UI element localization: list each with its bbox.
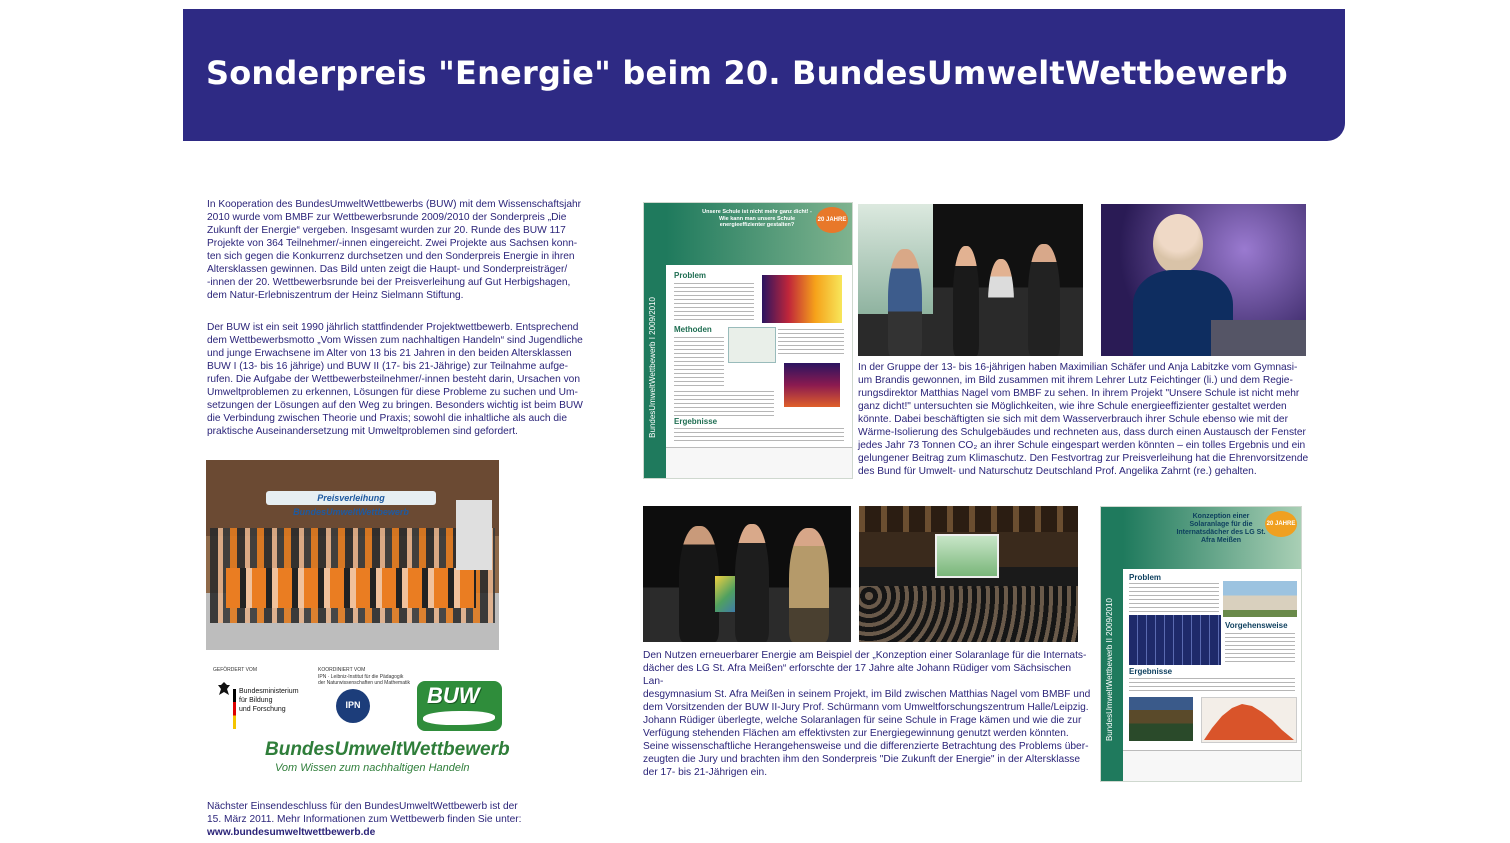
text-line: ten sich gegen die Konkurrenz durchsetzen und den Sonderpreis Energie in ihren (207, 251, 575, 262)
poster-text-block (1129, 678, 1295, 692)
caption-top (858, 361, 1313, 478)
thermal-image (762, 275, 842, 323)
poster-text-block (778, 329, 844, 357)
poster-text-block (674, 337, 724, 387)
intro-paragraph-1 (207, 198, 587, 302)
text-line: Umweltproblemen zu erkennen, Lösungen für diese Probleme zu suchen und Um- (207, 387, 578, 398)
eagle-icon (217, 681, 231, 697)
bmbf-text (239, 687, 299, 714)
poster-buw-2 (1100, 506, 1302, 782)
photo-thumbnail (1129, 697, 1193, 741)
poster-footer (1123, 750, 1301, 781)
text-line: Projekte von 364 Teilnehmer/-innen eingereicht. Zwei Projekte aus Sachsen konn- (207, 238, 578, 249)
poster-footer (666, 447, 852, 478)
text-line: die Verbindung zwischen Theorie und Praxis; sowohl die inhaltliche als auch die (207, 413, 567, 424)
ipn-mark-label: IPN (345, 700, 361, 710)
lectern (1211, 320, 1306, 356)
text-line: jedes Jahr 73 Tonnen CO₂ an ihrer Schule eingespart werden könnten – ein tolles Ergebnis und ein (858, 440, 1306, 451)
ipn-text (318, 674, 410, 686)
bmbf-line: für Bildung (239, 697, 273, 704)
text-line: Altersklassen gewinnen. Das Bild unten zeigt die Haupt- und Sonderpreisträger/ (207, 264, 568, 275)
poster-text-block (1225, 633, 1295, 665)
poster-section-heading: Ergebnisse (674, 417, 718, 426)
solar-panel-image (1129, 615, 1221, 665)
text-line: Den Nutzen erneuerbarer Energie am Beispiel der „Konzeption einer Solaranlage für die Internats- (643, 650, 1087, 661)
title-banner (183, 9, 1345, 141)
text-line: dem Natur-Erlebniszentrum der Heinz Sielmann Stiftung. (207, 290, 464, 301)
ipn-caption: KOORDINIERT VOM (318, 667, 366, 673)
text-line: BUW I (13- bis 16 jährige) und BUW II (17- bis 21-Jährige) zur Teilnahme aufge- (207, 361, 569, 372)
poster-sidebar (644, 203, 666, 478)
text-line: um Brandis gewonnen, im Bild zusammen mit ihrem Lehrer Lutz Feichtinger (li.) und dem Regie- (858, 375, 1293, 386)
text-line: Johann Rüdiger überlegte, welche Solaranlagen für seine Schule in Frage kämen und wie die zur (643, 715, 1082, 726)
text-line: Seine wissenschaftliche Herangehensweise und die differenzierte Betrachtung des Problems über- (643, 741, 1089, 752)
anniversary-badge: 20 JAHRE (1265, 511, 1297, 537)
chart-image (728, 327, 776, 363)
thermal-image (784, 363, 840, 407)
text-line: praktische Auseinandersetzung mit Umweltproblemen sind gefordert. (207, 426, 518, 437)
ipn-line: der Naturwissenschaften und Mathematik (318, 680, 410, 686)
poster-section-heading: Problem (674, 271, 707, 280)
buw-name: BundesUmweltWettbewerb (265, 739, 510, 760)
footer-note (207, 800, 547, 839)
text-line: zeugten die Jury und brachten ihm den Sonderpreis "Die Zukunft der Energie" in der Altersklasse (643, 754, 1081, 765)
person (888, 249, 922, 356)
speaker-head (1153, 214, 1203, 274)
poster-section-heading: Problem (1129, 573, 1162, 582)
text-line: dächer des LG St. Afra Meißen“ erforschte der 17 Jahre alte Johann Rüdiger vom Sächsischen Lan- (643, 663, 1072, 687)
text-line: Der BUW ist ein seit 1990 jährlich stattfindender Projektwettbewerb. Entsprechend (207, 322, 579, 333)
poster-title: Unsere Schule ist nicht mehr ganz dicht! - Wie kann man unsere Schule energieeffizienter gestalten? (702, 209, 812, 228)
award-photo-1 (858, 204, 1083, 356)
poster-text-block (674, 391, 774, 417)
buw-mark: BUW (427, 683, 480, 708)
bmbf-logo (207, 667, 317, 747)
flag-icon (233, 689, 236, 729)
text-line: dem Wettbewerbsmotto „Vom Wissen zum nachhaltigen Handeln“ sind Jugendliche (207, 335, 583, 346)
text-line: setzungen der Lösungen auf den Weg zu bringen. Besonders wichtig ist beim BUW (207, 400, 583, 411)
caption-bottom (643, 649, 1093, 779)
ipn-logo (318, 667, 418, 747)
roof-beams (859, 506, 1078, 532)
ipn-line: IPN · Leibniz-Institut für die Pädagogik (318, 674, 404, 680)
text-line: In Kooperation des BundesUmweltWettbewerbs (BUW) mit dem Wissenschaftsjahr (207, 199, 582, 210)
poster-title: Konzeption einer Solaranlage für die Internatsdächer des LG St. Afra Meißen (1176, 513, 1266, 544)
poster-text-block (674, 283, 754, 323)
text-line: 2010 wurde vom BMBF zur Wettbewerbsrunde 2009/2010 der Sonderpreis „Die (207, 212, 567, 223)
text-line: 15. März 2011. Mehr Informationen zum Wettbewerb finden Sie unter: (207, 814, 522, 825)
audience (859, 586, 1078, 642)
person (735, 524, 769, 642)
bmbf-caption: GEFÖRDERT VOM (213, 667, 257, 673)
text-line: rungsdirektor Matthias Nagel vom BMBF zu sehen. In ihrem Projekt "Unsere Schule ist nicht mehr (858, 388, 1300, 399)
text-line: und junge Erwachsene im Alter von 13 bis 21 Jahren in den beiden Altersklassen (207, 348, 572, 359)
poster-text-block (1129, 583, 1219, 613)
projection-screen (935, 534, 999, 578)
text-line: In der Gruppe der 13- bis 16-jährigen haben Maximilian Schäfer und Anja Labitzke vom Gymnasi- (858, 362, 1298, 373)
person (789, 528, 829, 642)
website-link[interactable]: www.bundesumweltwettbewerb.de (207, 827, 376, 838)
intro-paragraph-2 (207, 321, 587, 438)
poster-section-heading: Vorgehensweise (1225, 621, 1288, 630)
text-line: desgymnasium St. Afra Meißen in seinem Projekt, im Bild zwischen Matthias Nagel vom BMBF und (643, 689, 1091, 700)
person (953, 246, 979, 356)
energy-chart (1201, 697, 1297, 743)
award-photo-2 (643, 506, 851, 642)
person (679, 526, 719, 642)
text-line: rufen. Die Aufgabe der Wettbewerbsteilnehmer/-innen besteht darin, Ursachen von (207, 374, 581, 385)
speaker-photo (1101, 204, 1306, 356)
text-line: des Bund für Umwelt- und Naturschutz Deutschland Prof. Angelika Zahrnt (re.) gehalten. (858, 466, 1257, 477)
text-line: könnte. Dabei beschäftigten sie sich mit dem Wasserverbrauch ihrer Schule ebenso wie mit der (858, 414, 1288, 425)
poster-sidebar (1101, 507, 1123, 781)
bmbf-line: und Forschung (239, 706, 286, 713)
person (1028, 244, 1060, 356)
bmbf-line: Bundesministerium (239, 688, 299, 695)
text-line: dem Vorsitzenden der BUW II-Jury Prof. Schürmann vom Umweltforschungszentrum Halle/Leipzig. (643, 702, 1089, 713)
anniversary-badge: 20 JAHRE (816, 207, 848, 233)
group-photo (206, 460, 499, 650)
text-line: ganz dicht!" untersuchten sie Möglichkeiten, wie ihre Schule energieeffizienter gestaltet werden (858, 401, 1287, 412)
wave-icon (423, 711, 495, 725)
poster-section-heading: Ergebnisse (1129, 667, 1173, 676)
text-line: Zukunft der Energie“ vergeben. Insgesamt wurden zur 20. Runde des BUW 117 (207, 225, 566, 236)
text-line: gelungener Beitrag zum Klimaschutz. Den Festvortrag zur Preisverleihung hat die Ehrenvorsitzende (858, 453, 1309, 464)
page-title: Sonderpreis "Energie" beim 20. BundesUmweltWettbewerb (206, 54, 1288, 92)
poster-text-block (674, 428, 844, 444)
building-image (1223, 581, 1297, 617)
crowd-front (226, 568, 476, 608)
banner: Preisverleihung BundesUmweltWettbewerb (266, 491, 436, 505)
text-line: Verfügung stehenden Flächen am effektivsten zur Energiegewinnung genutzt werden könnten. (643, 728, 1069, 739)
poster-section-heading: Methoden (674, 325, 712, 334)
text-line: der 17- bis 21-Jährigen ein. (643, 767, 768, 778)
poster-buw-1 (643, 202, 853, 479)
buw-logo (417, 681, 502, 731)
audience-photo (859, 506, 1078, 642)
person (988, 259, 1014, 355)
text-line: Nächster Einsendeschluss für den BundesUmweltWettbewerb ist der (207, 801, 518, 812)
poster-stand (456, 500, 492, 570)
buw-slogan: Vom Wissen zum nachhaltigen Handeln (275, 762, 470, 774)
text-line: -innen der 20. Wettbewerbsrunde bei der Preisverleihung auf Gut Herbigshagen, (207, 277, 571, 288)
text-line: Wärme-Isolierung des Schulgebäudes und rechneten aus, dass durch einen Austausch der Fenster (858, 427, 1306, 438)
poster-side-label: BundesUmweltWettbewerb I 2009/2010 (648, 297, 657, 438)
poster-side-label: BundesUmweltWettbewerb II 2009/2010 (1105, 597, 1114, 741)
